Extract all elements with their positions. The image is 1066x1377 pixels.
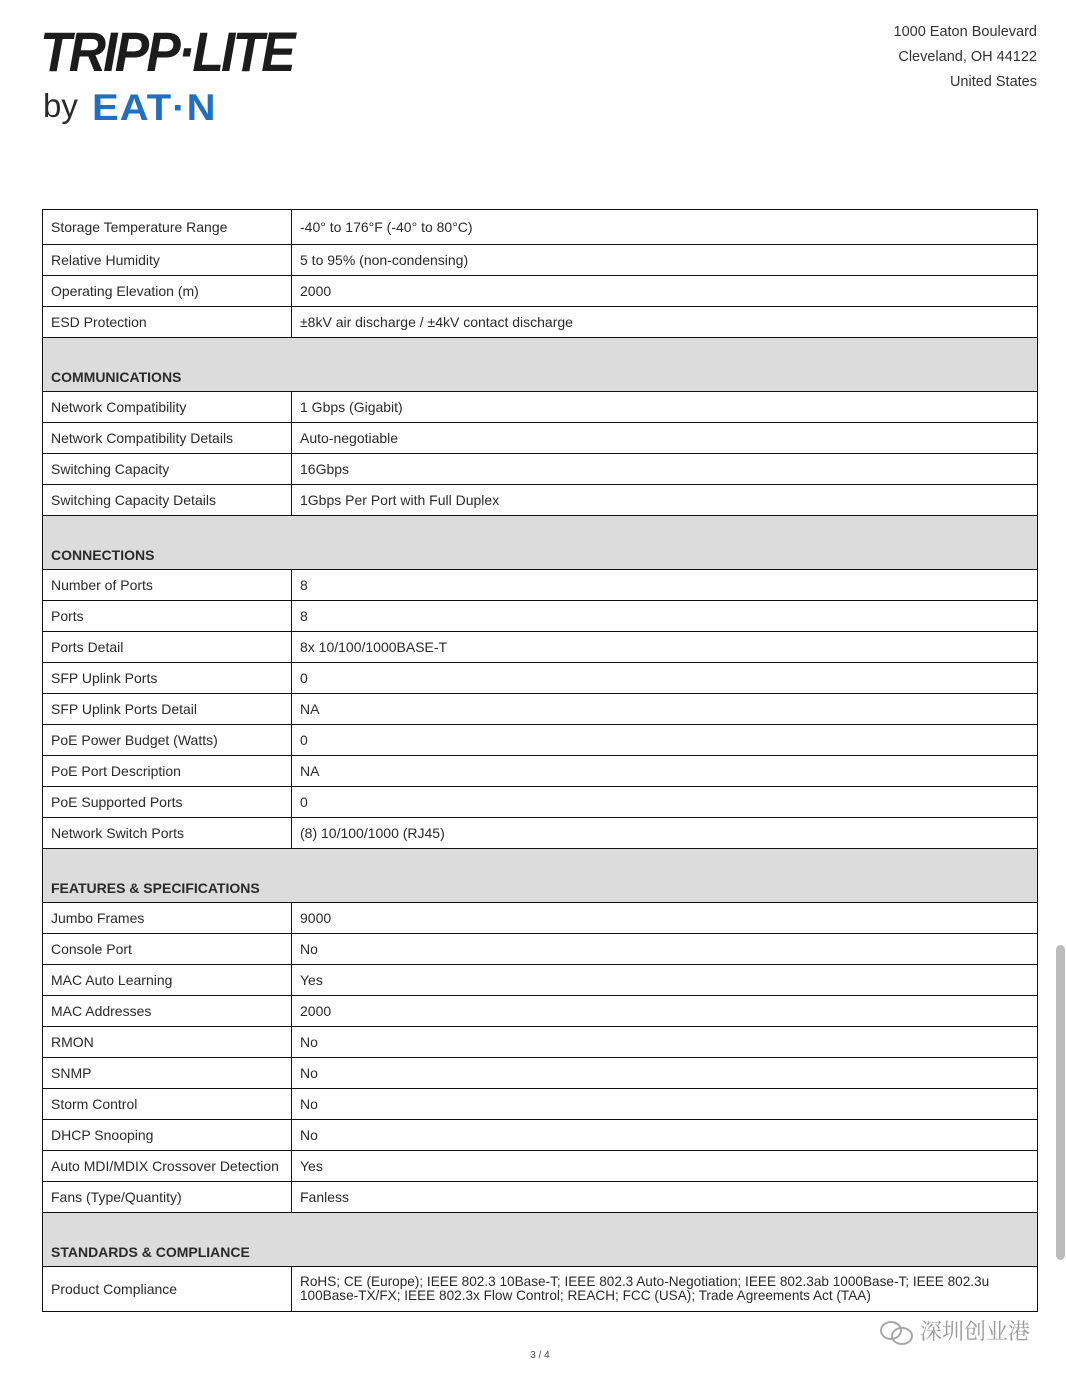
spec-label: Switching Capacity Details (43, 485, 292, 516)
spec-row (43, 694, 1038, 725)
spec-row (43, 756, 1038, 787)
spec-row (43, 570, 1038, 601)
section-header-row (43, 1213, 1038, 1267)
spec-label: Storage Temperature Range (43, 210, 292, 245)
spec-label: Number of Ports (43, 570, 292, 601)
spec-value: 2000 (292, 276, 1038, 307)
spec-row (43, 1027, 1038, 1058)
spec-row (43, 1089, 1038, 1120)
spec-value: ±8kV air discharge / ±4kV contact discharge (292, 307, 1038, 338)
spec-value: 0 (292, 663, 1038, 694)
watermark-text: 深圳创业港 (919, 1319, 1030, 1344)
spec-value: 8x 10/100/1000BASE-T (292, 632, 1038, 663)
spec-value: Yes (292, 965, 1038, 996)
logo-by-text: by (43, 87, 78, 124)
spec-row (43, 210, 1038, 245)
spec-label: Product Compliance (43, 1267, 292, 1312)
spec-label: Ports (43, 601, 292, 632)
wechat-watermark (880, 1315, 1030, 1346)
spec-label: Network Compatibility Details (43, 423, 292, 454)
spec-row (43, 632, 1038, 663)
tripp-lite-wordmark: TRIPP·LITE (40, 20, 293, 83)
spec-value: No (292, 1089, 1038, 1120)
section-header-row (43, 338, 1038, 392)
spec-value: Yes (292, 1151, 1038, 1182)
spec-table (42, 209, 1038, 1312)
spec-value: -40° to 176°F (-40° to 80°C) (292, 210, 1038, 245)
spec-label: Console Port (43, 934, 292, 965)
spec-value: 9000 (292, 903, 1038, 934)
spec-value: 1 Gbps (Gigabit) (292, 392, 1038, 423)
spec-label: SFP Uplink Ports (43, 663, 292, 694)
spec-label: MAC Auto Learning (43, 965, 292, 996)
scrollbar-thumb[interactable] (1056, 945, 1065, 1260)
section-title: CONNECTIONS (43, 516, 1038, 570)
spec-value: 8 (292, 570, 1038, 601)
spec-row (43, 818, 1038, 849)
eaton-wordmark: EAT·N (92, 87, 217, 128)
spec-row (43, 903, 1038, 934)
spec-label: SNMP (43, 1058, 292, 1089)
spec-label: Relative Humidity (43, 245, 292, 276)
spec-value: 2000 (292, 996, 1038, 1027)
spec-row (43, 1182, 1038, 1213)
spec-label: PoE Power Budget (Watts) (43, 725, 292, 756)
section-header-row (43, 516, 1038, 570)
spec-label: Switching Capacity (43, 454, 292, 485)
spec-label: PoE Supported Ports (43, 787, 292, 818)
spec-row (43, 454, 1038, 485)
spec-row (43, 1151, 1038, 1182)
spec-row (43, 663, 1038, 694)
section-title: COMMUNICATIONS (43, 338, 1038, 392)
spec-row (43, 392, 1038, 423)
spec-value: 16Gbps (292, 454, 1038, 485)
spec-label: RMON (43, 1027, 292, 1058)
spec-label: MAC Addresses (43, 996, 292, 1027)
tripp-lite-eaton-logo (40, 22, 320, 132)
page-number: 3 / 4 (530, 1350, 550, 1361)
spec-value: NA (292, 756, 1038, 787)
section-header-row (43, 849, 1038, 903)
spec-row (43, 725, 1038, 756)
spec-label: Network Compatibility (43, 392, 292, 423)
spec-label: Auto MDI/MDIX Crossover Detection (43, 1151, 292, 1182)
spec-value: 0 (292, 787, 1038, 818)
spec-value: No (292, 1058, 1038, 1089)
spec-row (43, 276, 1038, 307)
spec-row (43, 1058, 1038, 1089)
spec-label: Jumbo Frames (43, 903, 292, 934)
address-line: 1000 Eaton Boulevard (893, 24, 1037, 40)
spec-value: 5 to 95% (non-condensing) (292, 245, 1038, 276)
spec-row (43, 1120, 1038, 1151)
spec-row (43, 1267, 1038, 1312)
spec-row (43, 245, 1038, 276)
spec-row (43, 601, 1038, 632)
spec-row (43, 307, 1038, 338)
spec-row (43, 965, 1038, 996)
spec-value: 0 (292, 725, 1038, 756)
spec-value: (8) 10/100/1000 (RJ45) (292, 818, 1038, 849)
company-address (894, 20, 1038, 95)
section-title: FEATURES & SPECIFICATIONS (43, 849, 1038, 903)
spec-label: ESD Protection (43, 307, 292, 338)
spec-label: DHCP Snooping (43, 1120, 292, 1151)
address-line: United States (949, 74, 1037, 90)
spec-row (43, 787, 1038, 818)
spec-label: PoE Port Description (43, 756, 292, 787)
spec-value: Auto-negotiable (292, 423, 1038, 454)
spec-value: No (292, 1027, 1038, 1058)
spec-value: RoHS; CE (Europe); IEEE 802.3 10Base-T; IEEE 802.3 Auto-Negotiation; IEEE 802.3ab 1000Base-T; IEEE 802.3u 100Base-TX/FX; IEEE 802.3x Flow Control; REACH; FCC (USA); Trade Agreements Act (TAA) (292, 1267, 1038, 1312)
spec-row (43, 934, 1038, 965)
spec-value: 8 (292, 601, 1038, 632)
spec-value: 1Gbps Per Port with Full Duplex (292, 485, 1038, 516)
wechat-icon (880, 1319, 914, 1343)
spec-label: Fans (Type/Quantity) (43, 1182, 292, 1213)
spec-row (43, 485, 1038, 516)
spec-label: Storm Control (43, 1089, 292, 1120)
spec-row (43, 423, 1038, 454)
spec-value: NA (292, 694, 1038, 725)
address-line: Cleveland, OH 44122 (898, 49, 1037, 65)
spec-value: No (292, 1120, 1038, 1151)
spec-label: SFP Uplink Ports Detail (43, 694, 292, 725)
spec-label: Operating Elevation (m) (43, 276, 292, 307)
spec-value: No (292, 934, 1038, 965)
spec-label: Network Switch Ports (43, 818, 292, 849)
spec-row (43, 996, 1038, 1027)
spec-label: Ports Detail (43, 632, 292, 663)
spec-value: Fanless (292, 1182, 1038, 1213)
section-title: STANDARDS & COMPLIANCE (43, 1213, 1038, 1267)
